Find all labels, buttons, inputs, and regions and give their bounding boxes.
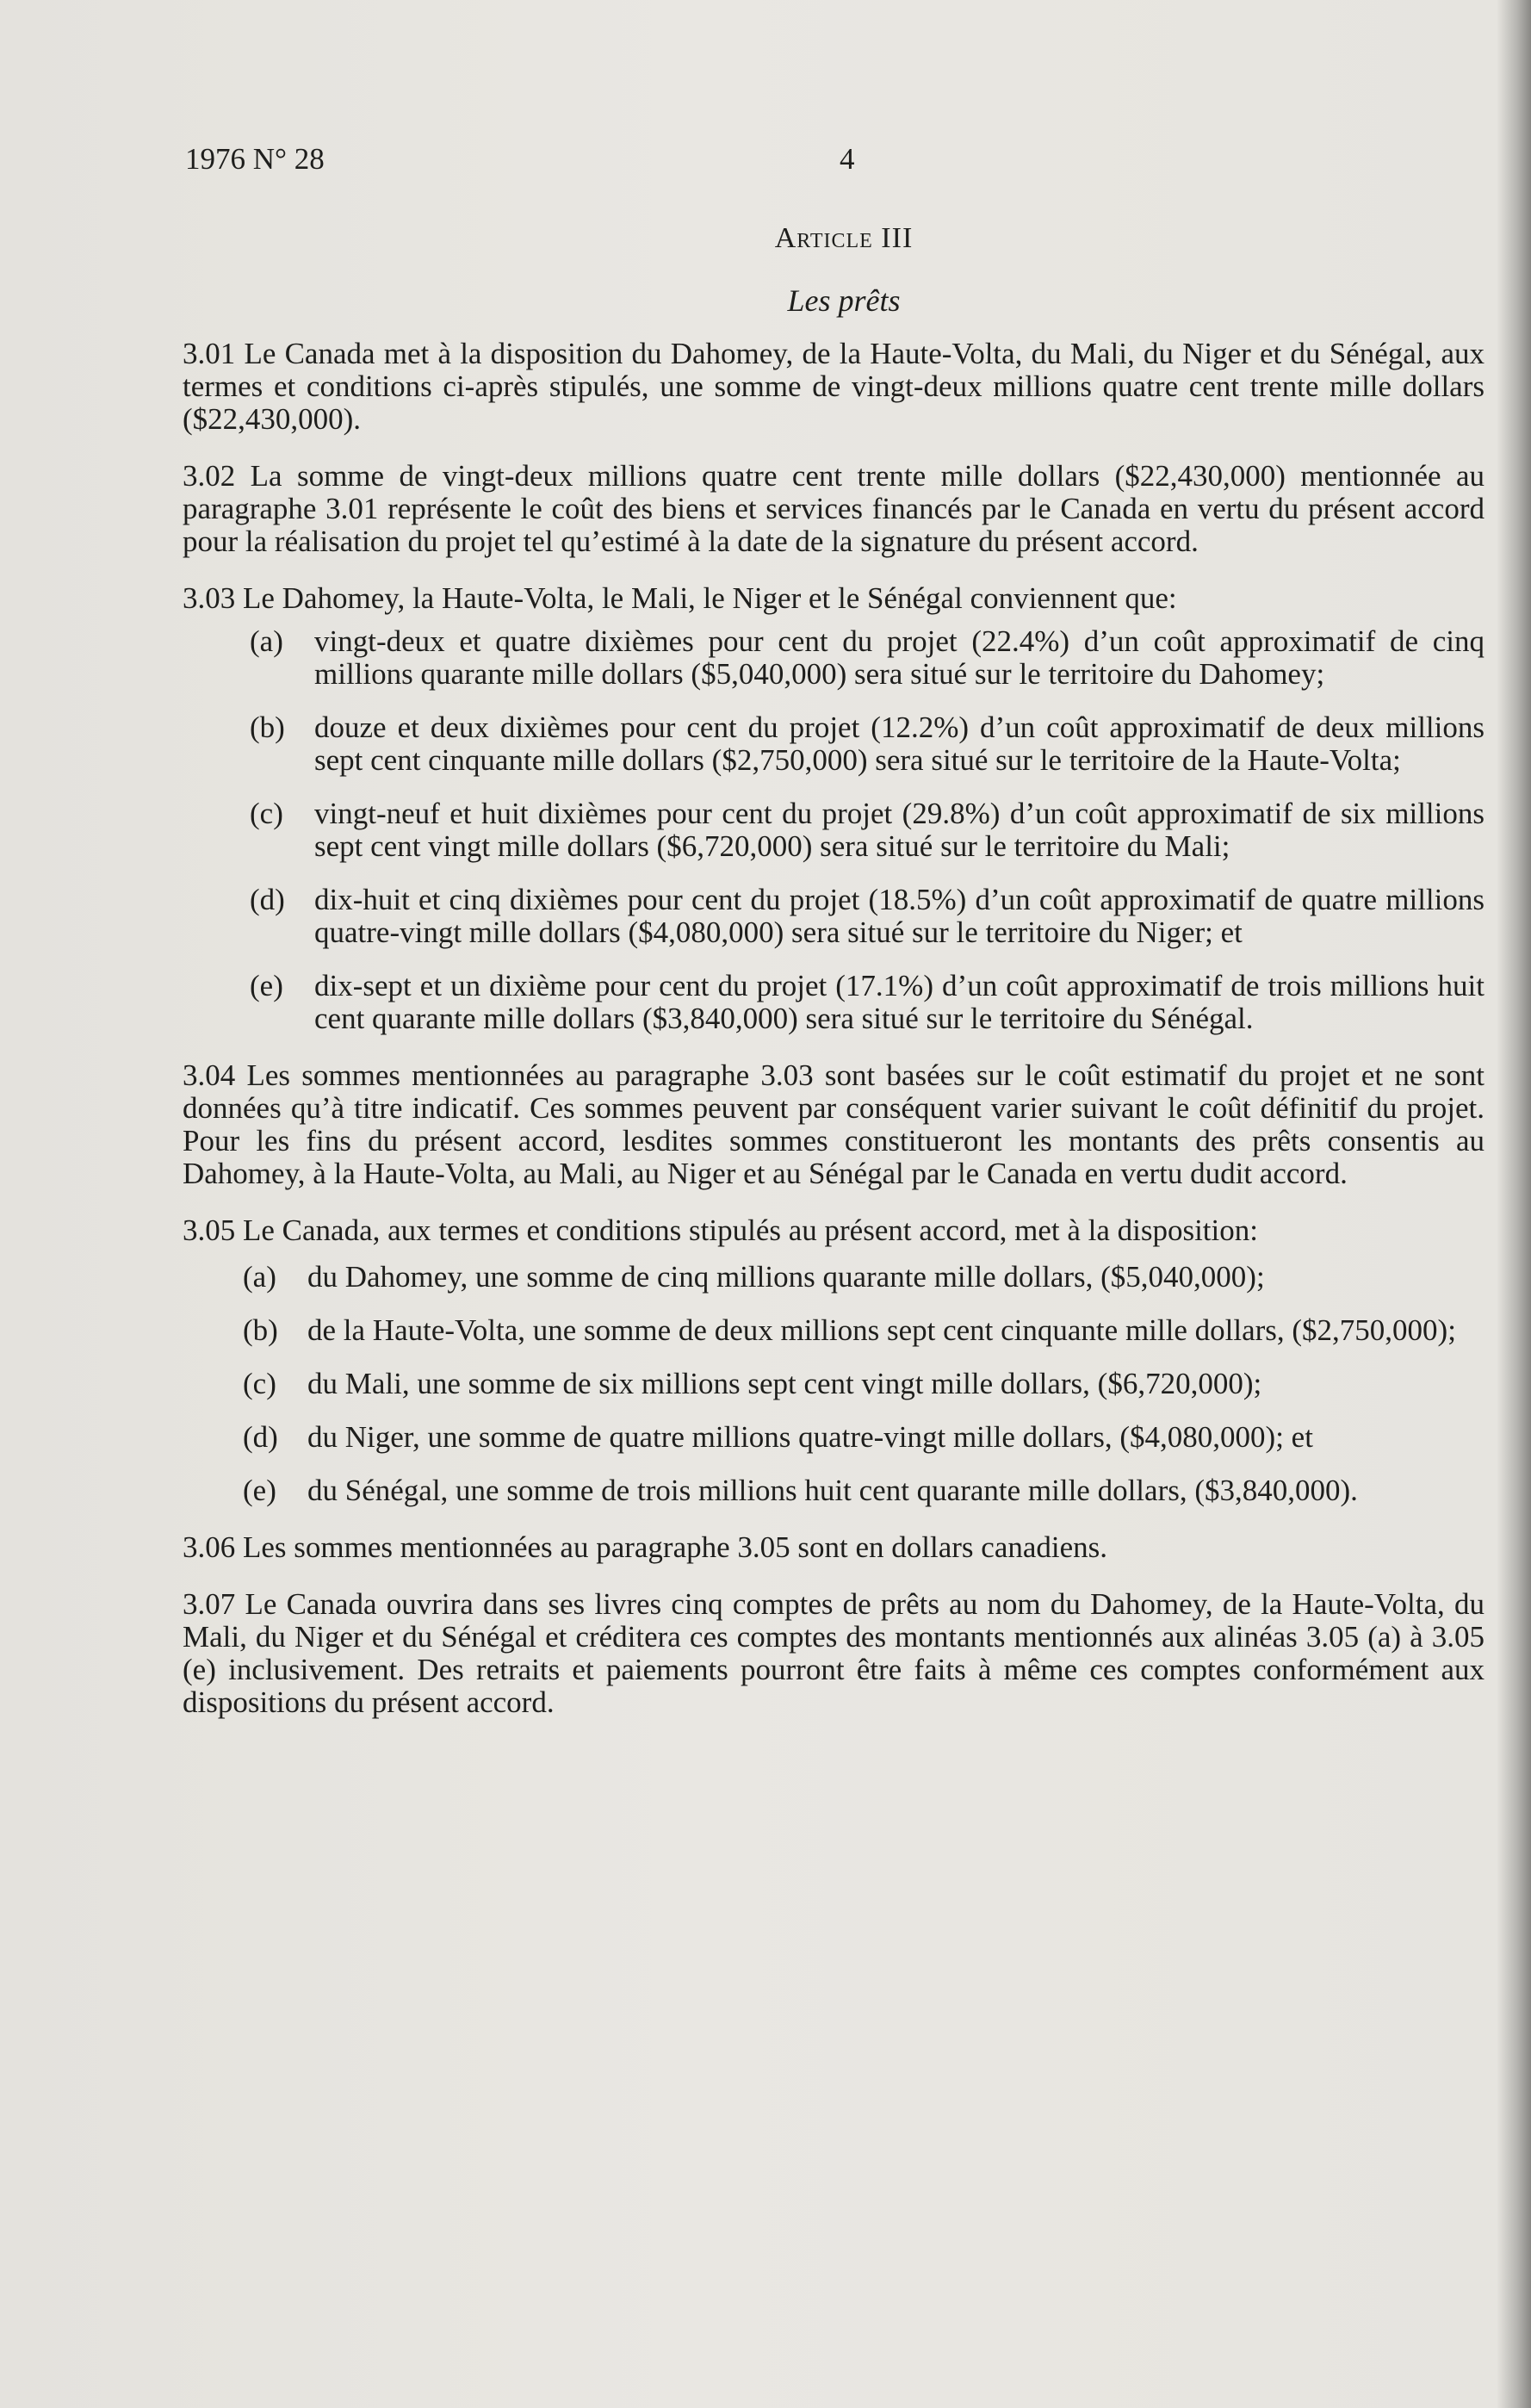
item-label: (d) (243, 1420, 278, 1454)
list-3-03 (183, 625, 1485, 1035)
item-text: douze et deux dixièmes pour cent du projet (12.2%) d’un coût approximatif de deux millions sept cent cinquante mille dollars ($2,750,000) sera situé sur le territoire de la Haute-Volta; (314, 711, 1485, 777)
item-label: (d) (250, 883, 285, 916)
item-text: de la Haute-Volta, une somme de deux millions sept cent cinquante mille dollars, ($2,750,000); (307, 1313, 1456, 1347)
item-label: (b) (250, 711, 285, 744)
item-label: (e) (250, 969, 283, 1002)
item-label: (a) (250, 624, 283, 658)
paragraph-3-07: 3.07 Le Canada ouvrira dans ses livres cinq comptes de prêts au nom du Dahomey, de la Haute-Volta, du Mali, du Niger et du Sénégal et créditera ces comptes des montants mentionnés aux alinéas 3.05 (a) à 3.05 (e) inclusivement. Des retraits et paiements pourront être faits à même ces comptes conformément aux dispositions du présent accord. (183, 1587, 1485, 1719)
list-item (183, 1314, 1485, 1347)
list-item (183, 1261, 1485, 1294)
list-item (183, 711, 1485, 777)
item-text: dix-huit et cinq dixièmes pour cent du projet (18.5%) d’un coût approximatif de quatre millions quatre-vingt mille dollars ($4,080,000) sera situé sur le territoire du Niger; et (314, 883, 1485, 949)
paragraph-3-05: 3.05 Le Canada, aux termes et conditions stipulés au présent accord, met à la disposition: (183, 1213, 1258, 1247)
page-number: 4 (840, 142, 855, 176)
paragraph-3-01: 3.01 Le Canada met à la disposition du Dahomey, de la Haute-Volta, du Mali, du Niger et du Sénégal, aux termes et conditions ci-après stipulés, une somme de vingt-deux millions quatre cent trente mille dollars ($22,430,000). (183, 337, 1485, 436)
item-text: du Niger, une somme de quatre millions quatre-vingt mille dollars, ($4,080,000); et (307, 1420, 1313, 1454)
list-3-05 (183, 1261, 1485, 1507)
paragraph-3-06: 3.06 Les sommes mentionnées au paragraphe 3.05 sont en dollars canadiens. (183, 1530, 1108, 1564)
list-item (183, 1421, 1485, 1454)
page-edge-shadow (1497, 0, 1531, 2408)
paragraph-3-04: 3.04 Les sommes mentionnées au paragraphe 3.03 sont basées sur le coût estimatif du projet et ne sont données qu’à titre indicatif. Ces sommes peuvent par conséquent varier suivant le coût définitif du projet. Pour les fins du présent accord, lesdites sommes constitueront les montants des prêts consentis au Dahomey, à la Haute-Volta, au Mali, au Niger et au Sénégal par le Canada en vertu dudit accord. (183, 1058, 1485, 1190)
list-item (183, 884, 1485, 949)
item-label: (a) (243, 1260, 276, 1294)
item-text: du Sénégal, une somme de trois millions huit cent quarante mille dollars, ($3,840,000). (307, 1474, 1358, 1507)
item-label: (c) (243, 1367, 276, 1400)
item-text: vingt-neuf et huit dixièmes pour cent du projet (29.8%) d’un coût approximatif de six millions sept cent vingt mille dollars ($6,720,000) sera situé sur le territoire du Mali; (314, 797, 1485, 863)
header-year-number: 1976 N° 28 (185, 142, 325, 176)
item-text: du Dahomey, une somme de cinq millions quarante mille dollars, ($5,040,000); (307, 1260, 1265, 1294)
list-item (183, 625, 1485, 691)
article-body (183, 338, 1485, 1743)
paragraph-3-03: 3.03 Le Dahomey, la Haute-Volta, le Mali, le Niger et le Sénégal conviennent que: (183, 581, 1177, 615)
article-subtitle: Les prêts (787, 283, 901, 318)
item-label: (b) (243, 1313, 278, 1347)
article-title: Article III (774, 222, 914, 254)
list-item (183, 1474, 1485, 1507)
item-label: (c) (250, 797, 283, 830)
list-item (183, 797, 1485, 863)
paragraph-3-02: 3.02 La somme de vingt-deux millions quatre cent trente mille dollars ($22,430,000) mentionnée au paragraphe 3.01 représente le coût des biens et services financés par le Canada en vertu du présent accord pour la réalisation du projet tel qu’estimé à la date de la signature du présent accord. (183, 459, 1485, 558)
list-item (183, 970, 1485, 1035)
item-text: vingt-deux et quatre dixièmes pour cent du projet (22.4%) d’un coût approximatif de cinq millions quarante mille dollars ($5,040,000) sera situé sur le territoire du Dahomey; (314, 624, 1485, 691)
list-item (183, 1368, 1485, 1400)
item-label: (e) (243, 1474, 276, 1507)
item-text: du Mali, une somme de six millions sept cent vingt mille dollars, ($6,720,000); (307, 1367, 1262, 1400)
item-text: dix-sept et un dixième pour cent du projet (17.1%) d’un coût approximatif de trois millions huit cent quarante mille dollars ($3,840,000) sera situé sur le territoire du Sénégal. (314, 969, 1485, 1035)
